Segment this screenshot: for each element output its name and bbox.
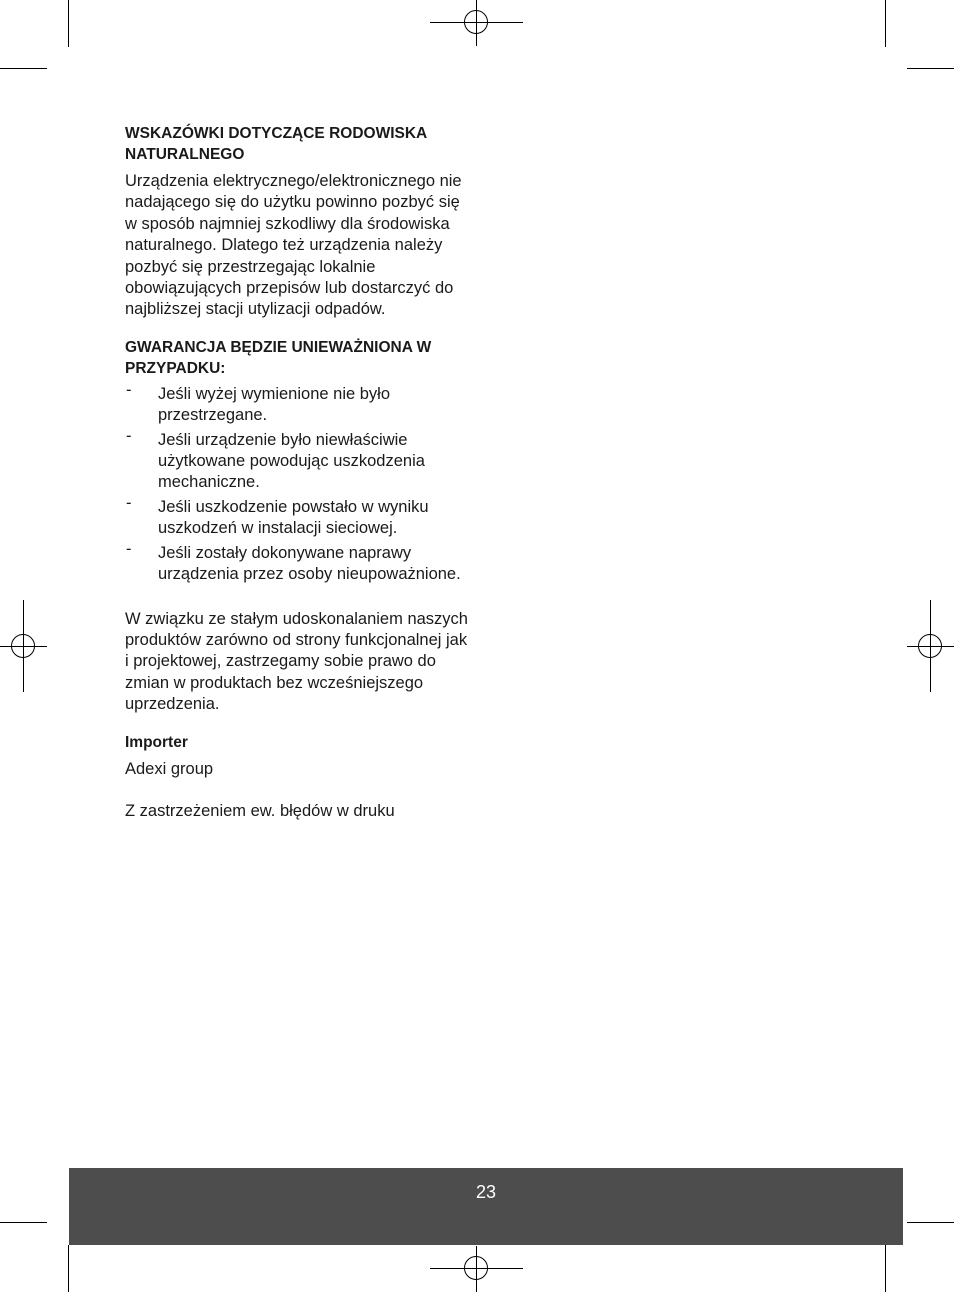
- importer-heading: Importer: [125, 733, 188, 751]
- page-number: 23: [475, 1182, 497, 1202]
- bullet-dash: -: [126, 539, 132, 558]
- importer-name: Adexi group: [125, 759, 214, 778]
- warranty-heading: GWARANCJA BĘDZIE UNIEWAŻNIONA W PRZYPADKU:: [125, 338, 432, 377]
- list-item: [125, 380, 475, 427]
- crop-mark: [0, 1222, 47, 1223]
- warranty-list: [125, 380, 475, 586]
- list-item-text: Jeśli urządzenie było niewłaściwie użytkowane powodując uszkodzenia mechaniczne.: [158, 430, 425, 492]
- crop-mark: [885, 0, 886, 47]
- footer-bar: [69, 1168, 903, 1245]
- list-item-text: Jeśli zostały dokonywane naprawy urządzenia przez osoby nieupoważnione.: [158, 543, 461, 584]
- bullet-dash: -: [126, 380, 132, 399]
- list-item: [125, 493, 475, 540]
- notice-body: W związku ze stałym udoskonalaniem naszych produktów zarówno od strony funkcjonalnej jak i projektowej, zastrzegamy sobie prawo do zmian w produktach bez wcześniejszego uprzedzenia.: [125, 609, 468, 714]
- text-column: [125, 123, 475, 822]
- registration-circle: [11, 634, 35, 658]
- environment-body: Urządzenia elektrycznego/elektronicznego nie nadającego się do użytku powinno pozbyć się w sposób najmniej szkodliwy dla środowiska naturalnego. Dlatego też urządzenia należy pozbyć się przestrzegając lokalnie obowiązujących przepisów lub dostarczyć do najbliższej stacji utylizacji odpadów.: [125, 172, 462, 319]
- bullet-dash: -: [126, 493, 132, 512]
- crop-mark: [907, 1222, 954, 1223]
- registration-circle: [464, 1256, 488, 1280]
- list-item: [125, 539, 475, 586]
- registration-circle: [464, 10, 488, 34]
- crop-mark: [885, 1245, 886, 1292]
- disclaimer: Z zastrzeżeniem ew. błędów w druku: [125, 801, 395, 820]
- crop-mark: [907, 68, 954, 69]
- crop-mark: [68, 0, 69, 47]
- environment-heading: WSKAZÓWKI DOTYCZĄCE RODOWISKA NATURALNEGO: [125, 125, 427, 163]
- list-item-text: Jeśli wyżej wymienione nie było przestrzegane.: [158, 384, 391, 425]
- list-item-text: Jeśli uszkodzenie powstało w wyniku uszkodzeń w instalacji sieciowej.: [158, 497, 429, 538]
- list-item: [125, 426, 475, 494]
- crop-mark: [68, 1245, 69, 1292]
- registration-circle: [918, 634, 942, 658]
- crop-mark: [0, 68, 47, 69]
- bullet-dash: -: [126, 426, 132, 445]
